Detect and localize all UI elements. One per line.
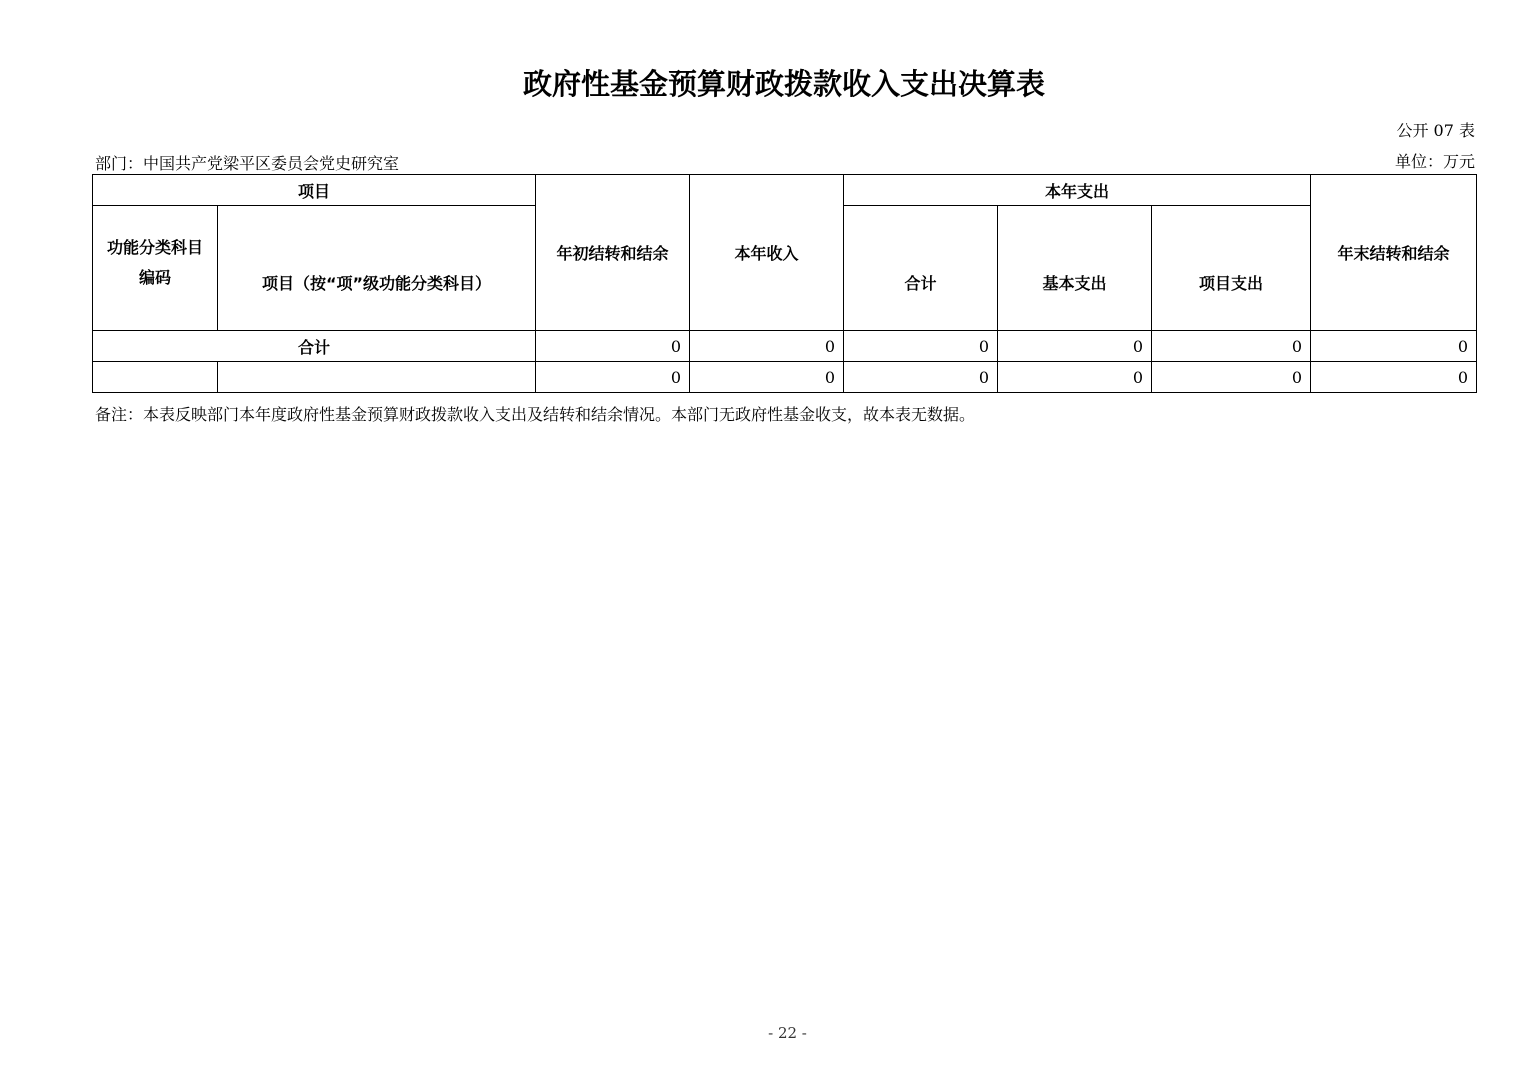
unit-label: 单位：万元	[1394, 152, 1475, 171]
row-expense-total: 0	[844, 362, 998, 393]
total-opening-balance: 0	[536, 331, 690, 362]
footnote: 备注：本表反映部门本年度政府性基金预算财政拨款收入支出及结转和结余情况。本部门无政府性基金收支，故本表无数据。	[95, 405, 976, 424]
header-project: 项目	[93, 175, 536, 206]
row-closing-balance: 0	[1311, 362, 1477, 393]
header-row-1	[93, 175, 1477, 206]
table-row	[93, 362, 1477, 393]
row-current-income: 0	[690, 362, 844, 393]
total-row	[93, 331, 1477, 362]
header-current-expense: 本年支出	[844, 175, 1311, 206]
row-project-expense: 0	[1152, 362, 1311, 393]
row-project-name	[218, 362, 536, 393]
department-label: 部门：中国共产党梁平区委员会党史研究室	[95, 154, 400, 173]
page-title: 政府性基金预算财政拨款收入支出决算表	[522, 67, 1045, 101]
total-expense-total: 0	[844, 331, 998, 362]
budget-table	[92, 174, 1477, 393]
header-project-expense: 项目支出	[1152, 206, 1311, 331]
total-current-income: 0	[690, 331, 844, 362]
header-opening-balance: 年初结转和结余	[536, 175, 690, 331]
header-closing-balance: 年末结转和结余	[1311, 175, 1477, 331]
total-closing-balance: 0	[1311, 331, 1477, 362]
header-basic-expense: 基本支出	[998, 206, 1152, 331]
header-project-name: 项目（按“项”级功能分类科目）	[218, 206, 536, 331]
header-current-income: 本年收入	[690, 175, 844, 331]
row-basic-expense: 0	[998, 362, 1152, 393]
total-basic-expense: 0	[998, 331, 1152, 362]
total-label: 合计	[93, 331, 536, 362]
form-number: 公开 07 表	[1396, 121, 1475, 140]
row-func-code	[93, 362, 218, 393]
header-func-code-text: 功能分类科目编码	[106, 238, 203, 287]
page-number: - 22 -	[768, 1024, 807, 1042]
row-opening-balance: 0	[536, 362, 690, 393]
header-expense-total: 合计	[844, 206, 998, 331]
header-func-code	[93, 206, 218, 331]
total-project-expense: 0	[1152, 331, 1311, 362]
